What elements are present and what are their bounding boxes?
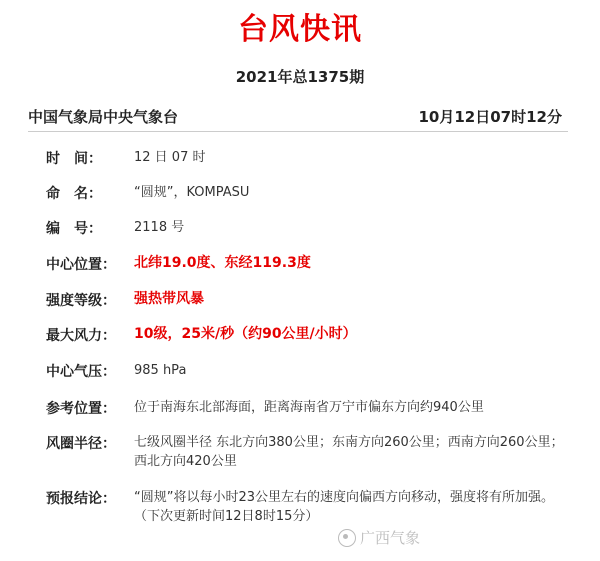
field-value: 强热带风暴	[134, 291, 204, 307]
field-label: 预报结论：	[46, 491, 116, 507]
header-divider	[28, 131, 568, 132]
field-label: 编 号：	[46, 221, 102, 237]
field-label: 最大风力：	[46, 328, 116, 344]
field-value: “圆规”将以每小时23公里左右的速度向偏西方向移动，强度将有所加强。	[134, 490, 555, 505]
field-value: 七级风圈半径 东北方向380公里；东南方向260公里；西南方向260公里；西北方向420公里	[134, 435, 564, 469]
agency-name: 中国气象局中央气象台	[28, 108, 179, 126]
field-value: 10级，25米/秒（约90公里/小时）	[134, 326, 357, 342]
forecast-block	[134, 488, 564, 526]
release-time: 10月12日07时12分	[418, 108, 562, 126]
field-label: 时 间：	[46, 151, 102, 167]
watermark-text: 广西气象	[360, 529, 421, 547]
field-label: 中心位置：	[46, 257, 116, 273]
next-update-note: （下次更新时间12日8时15分）	[134, 509, 319, 524]
field-value: 北纬19.0度、东经119.3度	[134, 255, 311, 271]
field-label: 参考位置：	[46, 401, 116, 417]
weibo-icon	[338, 529, 356, 547]
issue-number: 2021年总1375期	[235, 68, 365, 86]
field-label: 风圈半径：	[46, 436, 116, 452]
field-value: “圆规”，KOMPASU	[134, 185, 250, 200]
field-label: 命 名：	[46, 186, 102, 202]
field-value: 985 hPa	[134, 363, 187, 378]
field-label: 中心气压：	[46, 364, 116, 380]
watermark	[338, 527, 420, 548]
field-value: 12 日 07 时	[134, 150, 206, 165]
page-title: 台风快讯	[238, 12, 362, 47]
field-label: 强度等级：	[46, 293, 116, 309]
field-value: 2118 号	[134, 220, 185, 235]
field-value: 位于南海东北部海面，距离海南省万宁市偏东方向约940公里	[134, 400, 484, 415]
